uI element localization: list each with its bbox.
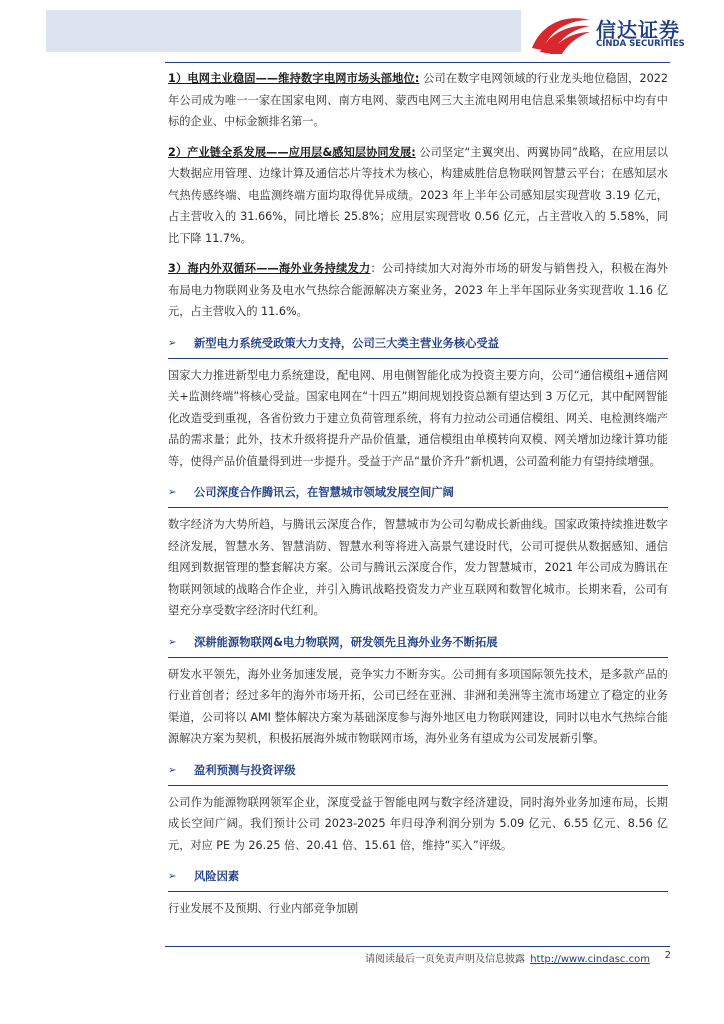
section-divider <box>168 358 668 359</box>
paragraph-overseas <box>168 258 668 323</box>
cinda-logo <box>528 12 708 56</box>
report-body <box>168 68 668 920</box>
paragraph-lead: 2）产业链全系发展——应用层&感知层协同发展: <box>168 145 416 159</box>
arrow-bullet-icon: ➢ <box>168 337 177 349</box>
paragraph-industry-chain <box>168 142 668 250</box>
cinda-swoosh-logo-icon <box>528 12 594 56</box>
paragraph-text: ：公司持续加大对海外市场的研发与销售投入，积极在海外布局电力物联网业务及电水气热综合能源解决方案业务，2023 年上半年国际业务实现营收 1.16 亿元，占主营收入的 11.6%。 <box>168 262 668 318</box>
section-body-tencent: 数字经济为大势所趋，与腾讯云深度合作，智慧城市为公司勾勒成长新曲线。国家政策持续推进数字经济发展，智慧水务、智慧消防、智慧水利等将进入高景气建设时代，公司可提供从数据感知、通信组网到数据管理的整套解决方案。公司与腾讯云深度合作，发力智慧城市，2021 年公司成为腾讯在物联网领域的战略合作企业，并引入腾讯战略投资发力产业互联网和数智化城市。长期来看，公司有望充分享受数字经济时代红利。 <box>168 518 668 617</box>
paragraph-text: 公司在数字电网领域的行业龙头地位稳固，2022 年公司成为唯一一家在国家电网、南方电网、蒙西电网三大主流电网用电信息采集领域招标中均有中标的企业、中标金额排名第一。 <box>168 72 668 128</box>
header-rule <box>165 62 670 63</box>
section-heading-iot <box>168 633 668 657</box>
section-body-policy: 国家大力推进新型电力系统建设，配电网、用电侧智能化成为投资主要方向，公司“通信模组+通信网关+监测终端”将核心受益。国家电网在“十四五”期间规划投资总额有望达到 3 万亿元，其中配网智能化改造受到重视，各省份致力于建立负荷管理系统，将有力拉动公司通信模组、网关、电检测终端产品的需求量；此外，技术升级将提升产品价值量，通信模组由单模转向双模、网关增加边缘计算功能等，使得产品价值量得到进一步提升。受益于产品“量价齐升”新机遇，公司盈利能力有望持续增强。 <box>168 368 668 468</box>
logo-chinese-name: 信达证券 <box>596 18 680 42</box>
section-title: 风险因素 <box>194 870 240 883</box>
page-number: 2 <box>664 950 671 961</box>
section-divider <box>168 891 668 892</box>
footer <box>365 950 671 965</box>
section-body-forecast: 公司作为能源物联网领军企业，深度受益于智能电网与数字经济建设，同时海外业务加速布局，长期成长空间广阔。我们预计公司 2023-2025 年归母净利润分别为 5.09 亿元、6.55 亿元、8.56 亿元，对应 PE 为 26.25 倍、20.41 倍、15.61 倍，维持“买入”评级。 <box>168 795 668 852</box>
footer-website-link[interactable]: http://www.cindasc.com <box>530 954 650 965</box>
paragraph-lead: 3）海内外双循环——海外业务持续发力 <box>168 262 371 275</box>
section-divider <box>168 785 668 786</box>
paragraph-grid-business <box>168 68 668 133</box>
paragraph-text: 公司坚定“主翼突出、两翼协同”战略，在应用层以大数据应用管理、边缘计算及通信芯片等技术为核心，构建威胜信息物联网智慧云平台；在感知层水气热传感终端、电监测终端方面均取得优异成绩。2023 年上半年公司感知层实现营收 3.19 亿元，占主营收入的 31.66%，同比增长 25.8%；应用层实现营收 0.56 亿元，占主营收入的 5.58%，同比下降 11.7%。 <box>168 145 669 245</box>
header-band <box>46 10 521 52</box>
section-heading-risk <box>168 867 668 891</box>
section-title: 公司深度合作腾讯云，在智慧城市领域发展空间广阔 <box>194 486 454 499</box>
paragraph-lead: 1）电网主业稳固——维持数字电网市场头部地位: <box>168 72 420 85</box>
section-heading-policy <box>168 334 668 358</box>
logo-english-name: CINDA SECURITIES <box>596 39 685 49</box>
section-body-risk: 行业发展不及预期、行业内部竞争加剧 <box>168 902 359 915</box>
section-title: 新型电力系统受政策大力支持，公司三大类主营业务核心受益 <box>194 336 500 350</box>
arrow-bullet-icon: ➢ <box>168 487 177 498</box>
section-divider <box>168 507 668 508</box>
section-title: 深耕能源物联网&电力物联网，研发领先且海外业务不断拓展 <box>194 635 498 649</box>
section-body-iot: 研发水平领先，海外业务加速发展，竞争实力不断夯实。公司拥有多项国际领先技术，是多款产品的行业首创者；经过多年的海外市场开拓，公司已经在亚洲、非洲和美洲等主流市场建立了稳定的业务渠道，公司将以 AMI 整体解决方案为基础深度参与海外地区电力物联网建设，同时以电水气热综合能源解决方案为契机，积极拓展海外城市物联网市场，海外业务有望成为公司发展新引擎。 <box>168 667 668 745</box>
arrow-bullet-icon: ➢ <box>168 764 177 776</box>
section-heading-tencent <box>168 483 668 507</box>
arrow-bullet-icon: ➢ <box>168 636 177 648</box>
footer-disclaimer: 请阅读最后一页免责声明及信息披露 <box>365 954 525 965</box>
footer-rule <box>165 946 670 947</box>
section-divider <box>168 657 668 658</box>
section-heading-forecast <box>168 761 668 785</box>
section-title: 盈利预测与投资评级 <box>194 763 296 777</box>
arrow-bullet-icon: ➢ <box>168 871 177 882</box>
